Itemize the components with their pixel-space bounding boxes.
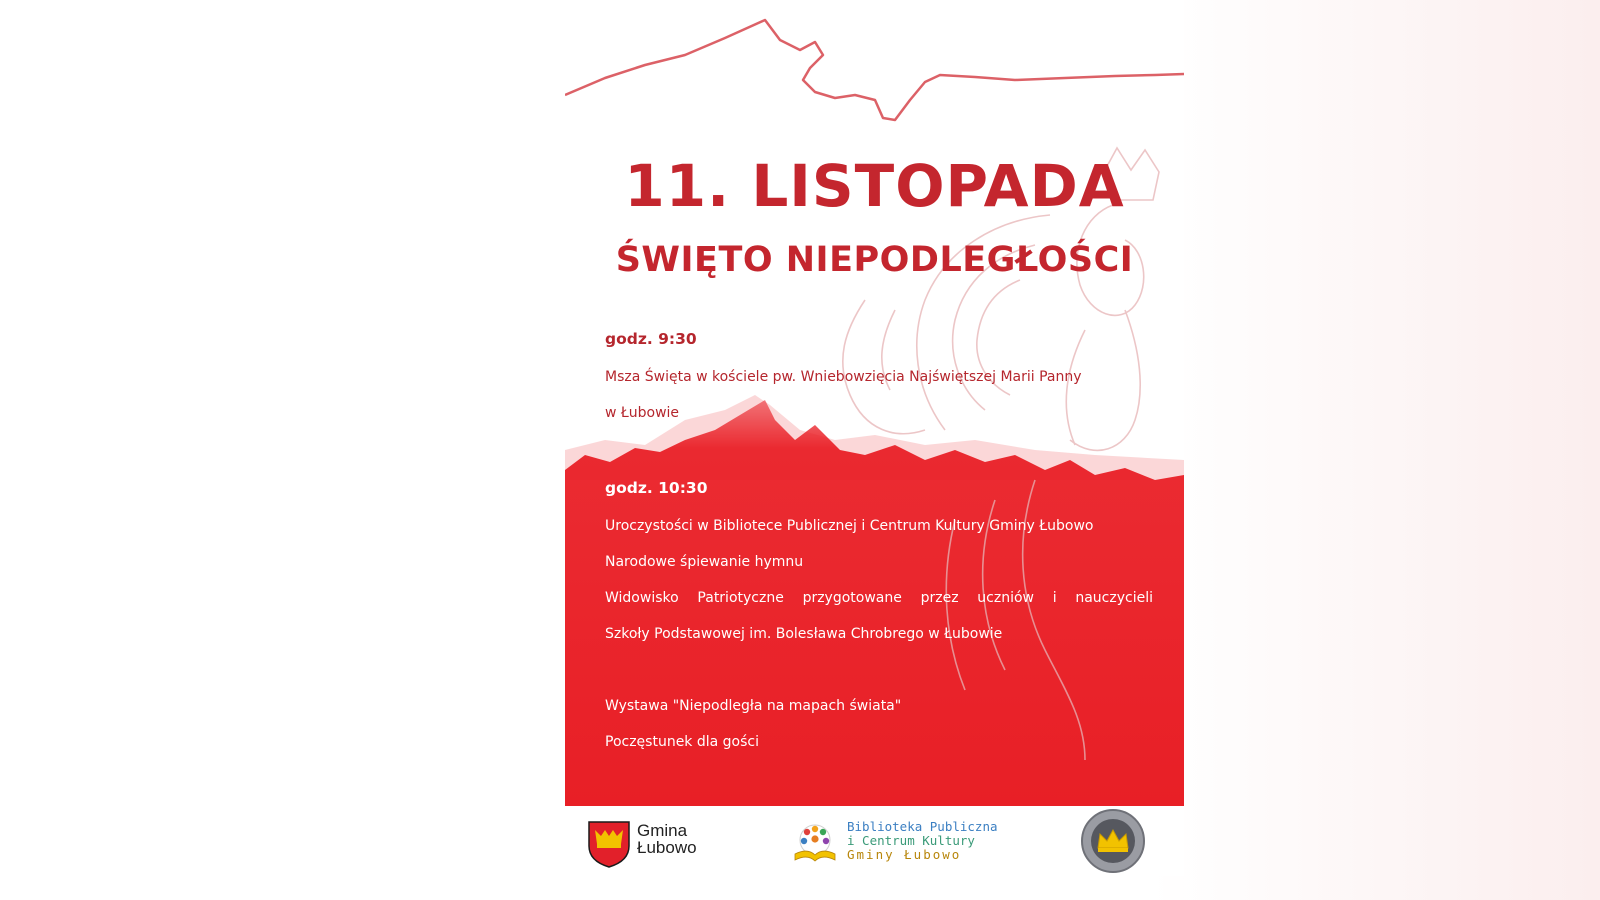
word: przez [920, 590, 959, 606]
library-name [847, 820, 998, 862]
event2-line5: Wystawa "Niepodległa na mapach świata" [605, 698, 902, 714]
word: uczniów [977, 590, 1034, 606]
word: i [1052, 590, 1057, 606]
poster-title: 11. LISTOPADA [624, 152, 1125, 220]
event2-line1: Uroczystości w Bibliotece Publicznej i Centrum Kultury Gminy Łubowo [605, 518, 1094, 534]
word: nauczycieli [1075, 590, 1153, 606]
event1-description-line1: Msza Święta w kościele pw. Wniebowzięcia Najświętszej Marii Panny [605, 369, 1082, 385]
logo-strip [565, 806, 1184, 876]
library-name-line3: Gminy Łubowo [847, 847, 962, 862]
word: przygotowane [802, 590, 902, 606]
library-name-line2: i Centrum Kultury [847, 833, 975, 848]
event1-time: godz. 9:30 [605, 330, 697, 348]
school-crown-seal-icon [1080, 808, 1146, 874]
poster [565, 0, 1184, 876]
event2-line3 [605, 590, 1153, 606]
gmina-name-line1: Gmina [637, 821, 688, 840]
coat-of-arms-icon [587, 820, 631, 868]
library-book-icon [787, 822, 843, 866]
gmina-name-line2: Łubowo [637, 838, 697, 857]
school-logo [1080, 808, 1146, 876]
event2-line6: Poczęstunek dla gości [605, 734, 760, 750]
word: Widowisko [605, 590, 679, 606]
library-name-line1: Biblioteka Publiczna [847, 819, 998, 834]
poster-background [565, 0, 1184, 806]
event2-time: godz. 10:30 [605, 479, 708, 497]
gmina-name [637, 822, 697, 856]
event2-line4: Szkoły Podstawowej im. Bolesława Chrobrego w Łubowie [605, 626, 1003, 642]
event1-description-line2: w Łubowie [605, 405, 680, 421]
word: Patriotyczne [697, 590, 784, 606]
event2-line2: Narodowe śpiewanie hymnu [605, 554, 804, 570]
poster-subtitle: ŚWIĘTO NIEPODLEGŁOŚCI [615, 240, 1134, 280]
